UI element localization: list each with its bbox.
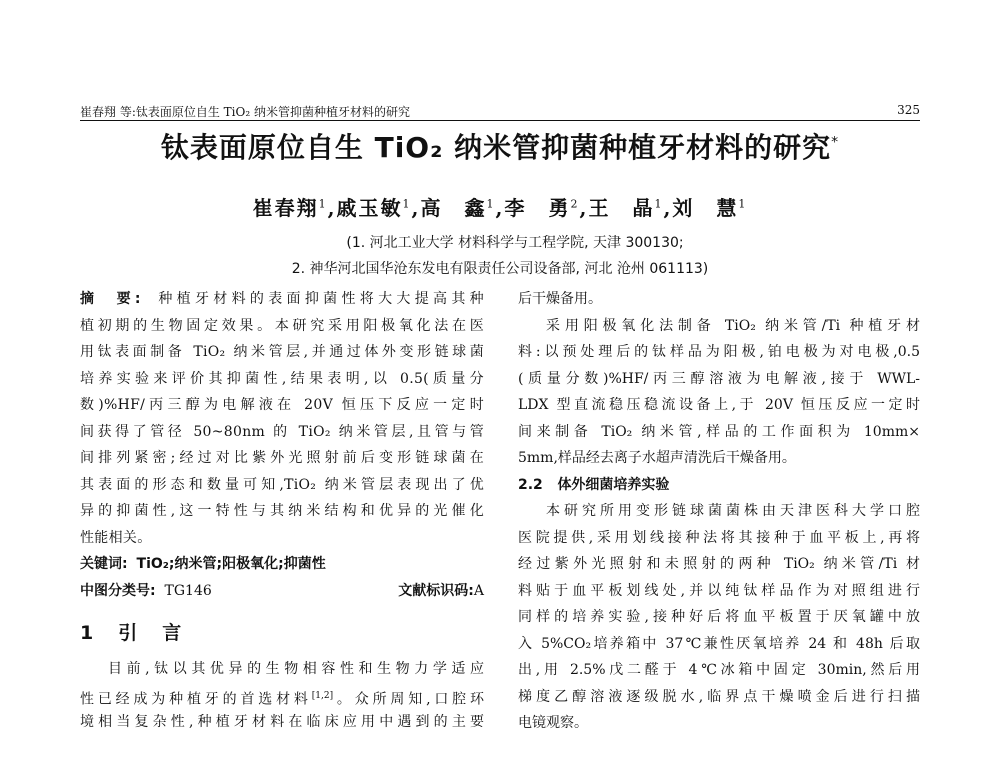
body-line: 梯度乙醇溶液逐级脱水,临界点干燥喷金后进行扫描	[518, 688, 920, 705]
abstract-line: 间排列紧密;经过对比紫外光照射前后变形链球菌在	[80, 450, 484, 466]
document-code	[398, 578, 484, 605]
right-column	[518, 286, 920, 737]
body-line: 目前,钛以其优异的生物相容性和生物力学适应	[108, 661, 484, 677]
body-line: 境相当复杂性,种植牙材料在临床应用中遇到的主要	[80, 714, 484, 730]
author-affiliation-mark: 1	[738, 197, 748, 211]
author: 李 勇	[504, 196, 571, 220]
author: 戚玉敏	[336, 196, 403, 220]
page-number: 325	[897, 103, 920, 117]
article-title	[80, 126, 920, 166]
body-line: 医院提供,采用划线接种法将其接种于血平板上,再将	[518, 529, 920, 546]
body-line: 电镜观察。	[518, 715, 588, 731]
body-line: 同样的培养实验,接种好后将血平板置于厌氧罐中放	[518, 609, 920, 625]
abstract-line: 性能相关。	[80, 529, 152, 546]
doc-code-value: A	[473, 582, 484, 599]
body-line: 出,用 2.5%戊二醛于 4℃冰箱中固定 30min,然后用	[518, 662, 920, 678]
author: 王 晶	[588, 196, 655, 220]
abstract-line: 摘 要: 种植牙材料的表面抑菌性将大大提高其种	[80, 291, 484, 307]
author: 刘 慧	[672, 196, 739, 220]
left-column	[80, 286, 484, 736]
abstract-line: 植初期的生物固定效果。本研究采用阳极氧化法在医	[80, 317, 484, 334]
author: 高 鑫	[420, 196, 487, 220]
citation: [1,2]	[311, 690, 334, 701]
clc-label: 中图分类号:	[80, 582, 156, 599]
body-line: (质量分数)%HF/丙三醇溶液为电解液,接于 WWL-	[518, 370, 920, 387]
running-header	[80, 102, 920, 121]
author: 崔春翔	[252, 196, 319, 220]
keywords-label: 关键词:	[80, 556, 128, 572]
author-affiliation-mark: 2	[570, 197, 580, 211]
subsection-heading	[518, 472, 920, 499]
author-affiliation-mark: 1	[654, 197, 664, 211]
classification-row	[80, 578, 484, 605]
author-affiliation-mark: 1	[486, 197, 496, 211]
doc-code-label: 文献标识码:	[398, 582, 474, 599]
body-line: 料:以预处理后的钛样品为阳极,铂电极为对电极,0.5	[518, 344, 920, 360]
author-list: 崔春翔$^1$,戚玉敏$^1$,高 鑫$^1$,李 勇$^2$,王 晶$^1$,刘 慧$^1$	[252, 196, 748, 220]
abstract-line: 用钛表面制备 TiO₂ 纳米管层,并通过体外变形链球菌	[80, 344, 484, 360]
subsection-title: 体外细菌培养实验	[557, 476, 670, 493]
body-line: 5mm,样品经去离子水超声清洗后干燥备用。	[518, 450, 796, 466]
body-line: 间来制备 TiO₂ 纳米管,样品的工作面积为 10mm×	[518, 423, 920, 440]
keywords-row	[80, 551, 484, 578]
affiliation-2: 2. 神华河北国华沧东发电有限责任公司设备部, 河北 沧州 061113)	[291, 261, 709, 277]
article-title-text: 钛表面原位自生 TiO₂ 纳米管抑菌种植牙材料的研究	[160, 131, 832, 164]
body-line: 入 5%CO₂培养箱中 37℃兼性厌氧培养 24 和 48h 后取	[518, 635, 920, 652]
body-line: LDX 型直流稳压稳流设备上,于 20V 恒压反应一定时	[518, 397, 920, 413]
author-affiliation-mark: 1	[318, 197, 328, 211]
abstract-line: 培养实验来评价其抑菌性,结果表明,以 0.5(质量分	[80, 370, 484, 387]
body-line: 经过紫外光照射和未照射的两种 TiO₂ 纳米管/Ti 材	[518, 556, 920, 572]
body-line: 本研究所用变形链球菌菌株由天津医科大学口腔	[546, 503, 920, 519]
subsection-number: 2.2	[518, 476, 543, 493]
affiliation-1: (1. 河北工业大学 材料科学与工程学院, 天津 300130;	[346, 235, 684, 251]
body-line: 料贴于血平板划线处,并以纯钛样品作为对照组进行	[518, 582, 920, 599]
abstract-label: 摘 要:	[80, 291, 141, 307]
section-heading: 1 引 言	[80, 622, 185, 644]
body-line: 性已经成为种植牙的首选材料[1,2]。众所周知,口腔环	[80, 690, 484, 708]
keywords-text: TiO₂;纳米管;阳极氧化;抑菌性	[136, 556, 326, 572]
running-title: 崔春翔 等:钛表面原位自生 TiO₂ 纳米管抑菌种植牙材料的研究	[80, 105, 410, 119]
abstract-line: 异的抑菌性,这一特性与其纳米结构和优异的光催化	[80, 503, 484, 519]
abstract-line: 其表面的形态和数量可知,TiO₂ 纳米管层表现出了优	[80, 476, 484, 493]
body-line: 采用阳极氧化法制备 TiO₂ 纳米管/Ti 种植牙材	[546, 317, 920, 334]
title-footnote-mark: *	[831, 134, 840, 151]
body-line: 后干燥备用。	[518, 291, 602, 307]
abstract-line: 间获得了管径 50~80nm 的 TiO₂ 纳米管层,且管与管	[80, 423, 484, 440]
abstract-line: 数)%HF/丙三醇为电解液在 20V 恒压下反应一定时	[80, 397, 484, 413]
clc-code: TG146	[164, 582, 212, 599]
author-affiliation-mark: 1	[402, 197, 412, 211]
